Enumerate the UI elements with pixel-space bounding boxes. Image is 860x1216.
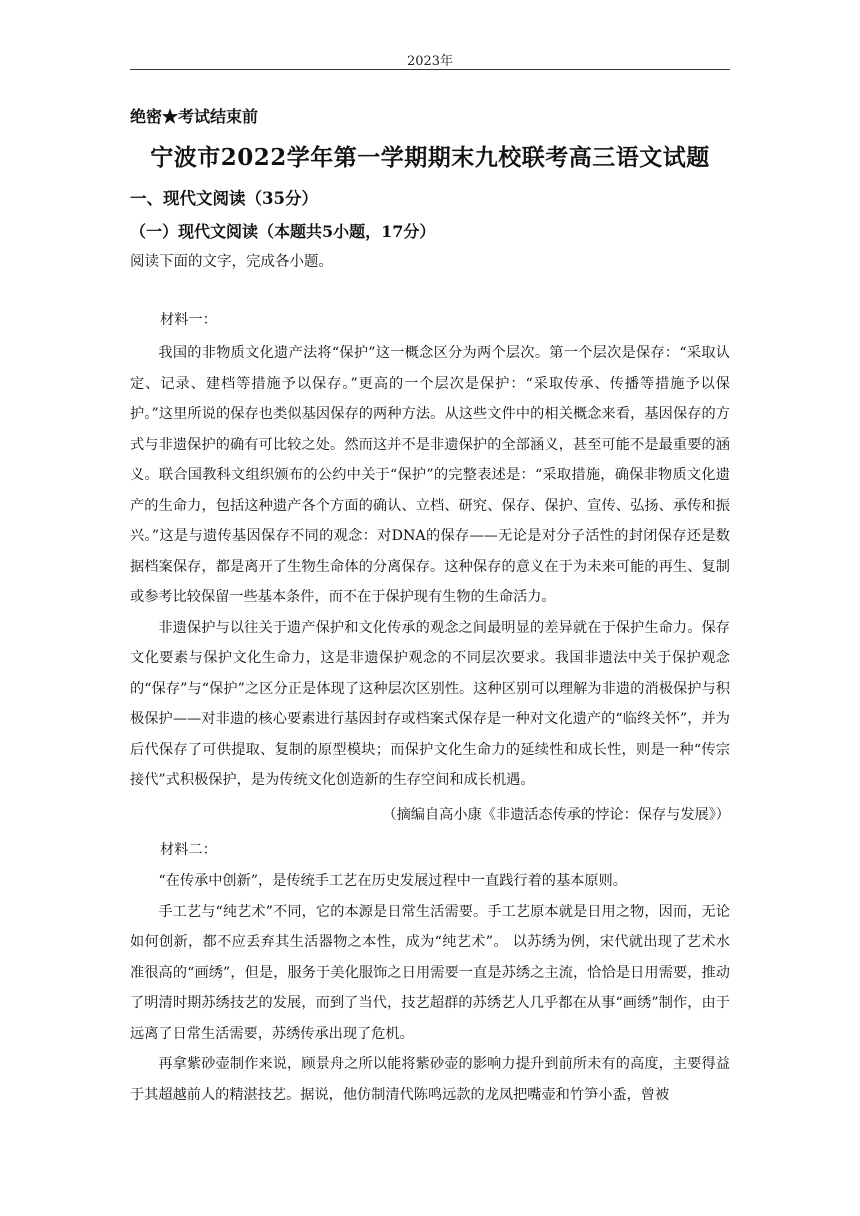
secret-mark: 绝密★考试结束前	[130, 107, 259, 126]
page-title: 宁波市2022学年第一学期期末九校联考高三语文试题	[150, 144, 710, 171]
source-citation: （摘编自高小康《非遗活态传承的悖论：保存与发展》）	[382, 807, 730, 823]
instruction-text: 阅读下面的文字，完成各小题。	[130, 254, 333, 270]
paragraph: 手工艺与“纯艺术”不同，它的本源是日常生活需要。手工艺原本就是日用之物，因而，无论如何创新，都不应丢弃其生活器物之本性，成为“纯艺术”。 以苏绣为例，宋代就出现了艺术水准很高的“画绣”，但是，服务于美化服饰之日用需要一直是苏绣之主流，恰恰是日用需要，推动了明清时期苏绣技艺的发展，而到了当代，技艺超群的苏绣艺人几乎都在从事“画绣”制作，由于远离了日常生活需要，苏绣传承出现了危机。	[130, 903, 730, 1042]
section-heading: 一、现代文阅读（35分）	[130, 189, 318, 208]
paragraph: 我国的非物质文化遗产法将“保护”这一概念区分为两个层次。第一个层次是保存：“采取认定、记录、建档等措施予以保存。”更高的一个层次是保护：“采取传承、传播等措施予以保护。”这里所说的保存也类似基因保存的两种方法。从这些文件中的相关概念来看，基因保存的方式与非遗保护的确有可比较之处。然而这并不是非遗保护的全部涵义，甚至可能不是最重要的涵义。联合国教科文组织颁布的公约中关于“保护”的完整表述是：“采取措施，确保非物质文化遗产的生命力，包括这种遗产各个方面的确认、立档、研究、保存、保护、宣传、弘扬、承传和振兴。”这是与遗传基因保存不同的观念：对DNA的保存——无论是对分子活性的封闭保存还是数据档案保存，都是离开了生物生命体的分离保存。这种保存的意义在于为未来可能的再生、复制或参考比较保留一些基本条件，而不在于保护现有生物的生命活力。	[130, 345, 730, 605]
paragraph: “在传承中创新”，是传统手工艺在历史发展过程中一直践行着的基本原则。	[158, 873, 627, 889]
material-label: 材料二：	[160, 842, 217, 858]
material2-body	[130, 866, 730, 1110]
subsection-heading: （一）现代文阅读（本题共5小题，17分）	[130, 222, 436, 241]
material1-body	[130, 338, 730, 796]
paragraph: 非遗保护与以往关于遗产保护和文化传承的观念之间最明显的差异就在于保护生命力。保存文化要素与保护文化生命力，这是非遗保护观念的不同层次要求。我国非遗法中关于保护观念的“保存”与“保护”之区分正是体现了这种层次区别性。这种区别可以理解为非遗的消极保护与积极保护——对非遗的核心要素进行基因封存或档案式保存是一种对文化遗产的“临终关怀”，并为后代保存了可供提取、复制的原型模块；而保护文化生命力的延续性和成长性，则是一种“传宗接代”式积极保护，是为传统文化创造新的生存空间和成长机遇。	[130, 619, 730, 788]
header-year: 2023年	[406, 54, 454, 69]
material-label: 材料一：	[160, 312, 217, 328]
header-divider	[130, 69, 730, 70]
paragraph: 再拿紫砂壶制作来说，顾景舟之所以能将紫砂壶的影响力提升到前所未有的高度，主要得益于其超越前人的精湛技艺。据说，他仿制清代陈鸣远款的龙凤把嘴壶和竹笋小盉，曾被	[130, 1056, 730, 1103]
